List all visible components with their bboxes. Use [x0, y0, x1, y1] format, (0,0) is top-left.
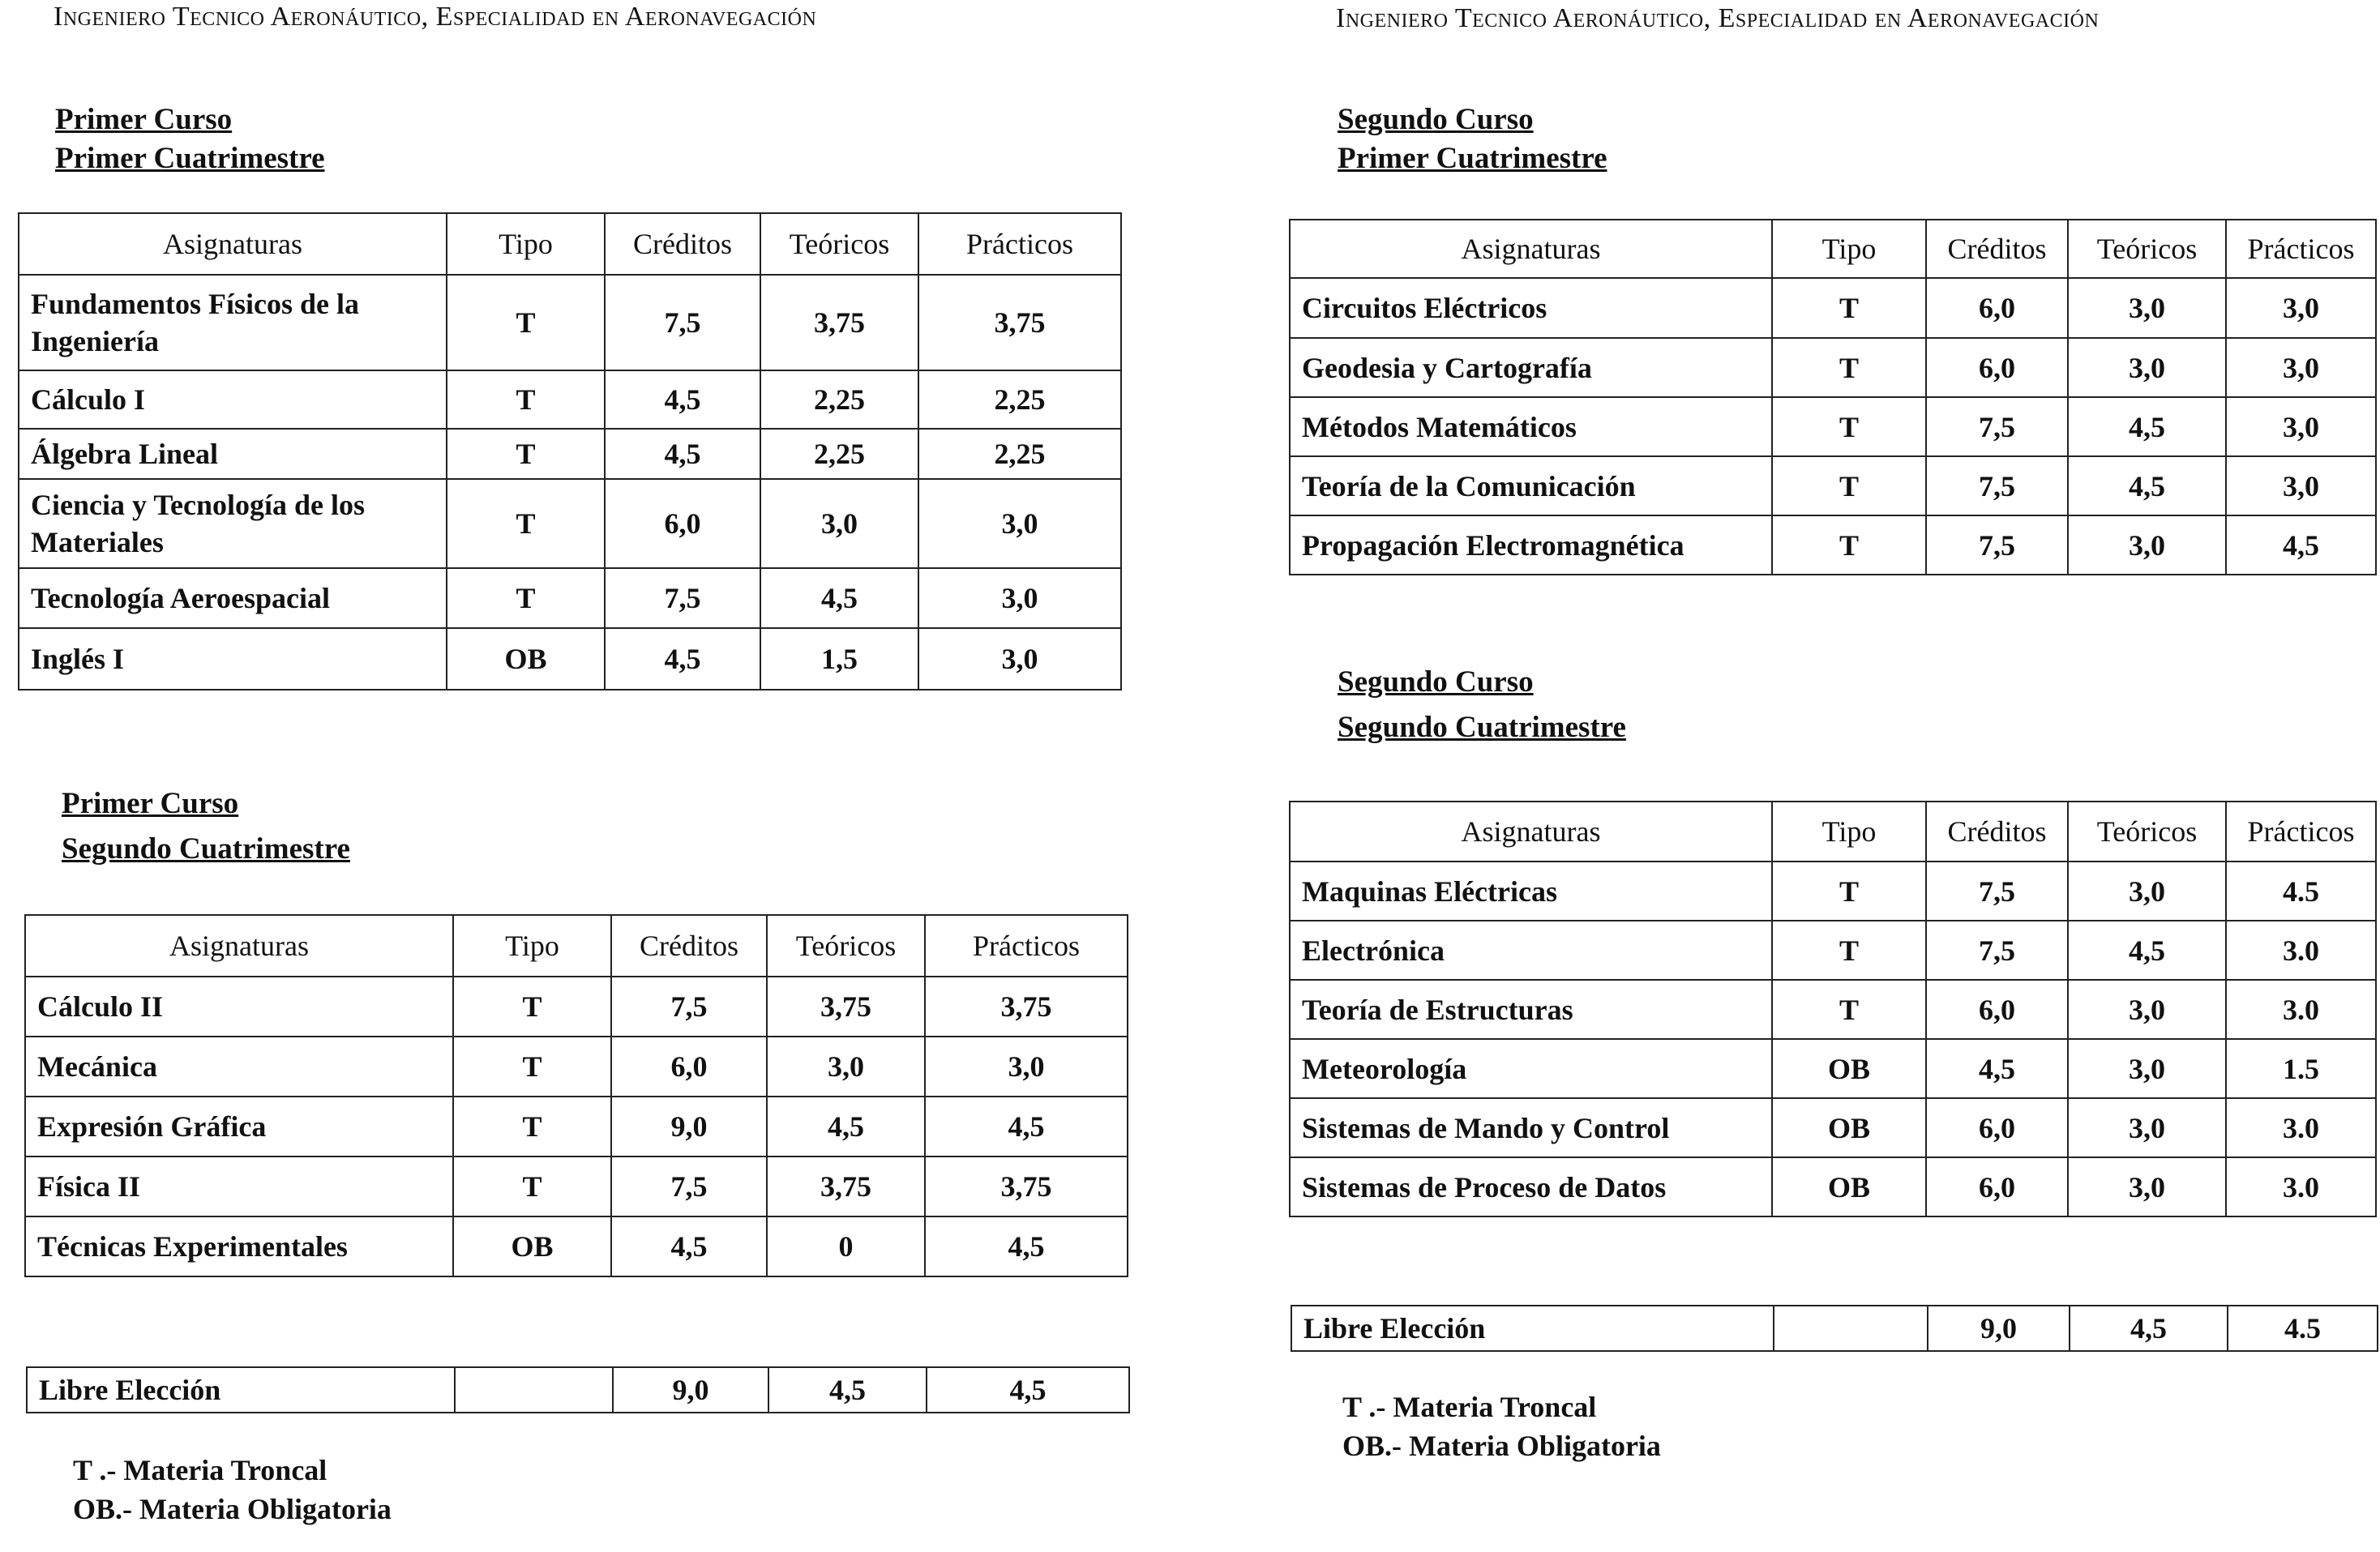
subject-credits: 7,5 — [1926, 397, 2068, 456]
subject-name: Sistemas de Proceso de Datos — [1290, 1157, 1772, 1216]
subject-name: Sistemas de Mando y Control — [1290, 1098, 1772, 1157]
term-label: Primer Cuatrimestre — [1338, 142, 1607, 175]
subject-theory: 4,5 — [760, 568, 918, 628]
subject-credits: 7,5 — [605, 275, 760, 370]
table-row — [1290, 397, 2376, 456]
subject-practice: 3.0 — [2226, 1157, 2376, 1216]
table-row — [19, 429, 1121, 479]
subject-theory: 3,75 — [760, 275, 918, 370]
subject-practice: 2,25 — [918, 370, 1121, 429]
subject-credits: 6,0 — [1926, 1157, 2068, 1216]
table-row — [1290, 862, 2376, 921]
subjects-table-3 — [1289, 219, 2377, 575]
table-row — [1290, 515, 2376, 575]
subject-type: T — [1772, 862, 1926, 921]
subject-type: T — [447, 275, 605, 370]
table-row — [25, 1216, 1128, 1276]
col-creditos: Créditos — [611, 915, 767, 977]
col-practicos: Prácticos — [2226, 220, 2376, 278]
course-label: Primer Curso — [55, 103, 233, 136]
subject-practice: 3,0 — [2226, 456, 2376, 515]
subject-name: Fundamentos Físicos de la Ingeniería — [19, 275, 447, 370]
col-asignaturas: Asignaturas — [19, 213, 447, 275]
col-teoricos: Teóricos — [760, 213, 918, 275]
subject-credits: 6,0 — [1926, 338, 2068, 397]
subject-type: T — [447, 479, 605, 568]
term-label: Segundo Cuatrimestre — [62, 832, 350, 866]
subject-theory: 4,5 — [2068, 456, 2226, 515]
table-row — [27, 1367, 1129, 1413]
section-heading-3 — [1338, 100, 1607, 178]
subject-theory: 3,0 — [2068, 1098, 2226, 1157]
subject-type: T — [453, 1157, 611, 1216]
table-row — [19, 275, 1121, 370]
subject-name: Libre Elección — [1291, 1306, 1774, 1351]
subject-theory: 3,0 — [2068, 1157, 2226, 1216]
col-tipo: Tipo — [453, 915, 611, 977]
subject-credits: 4,5 — [605, 370, 760, 429]
subject-type: T — [447, 370, 605, 429]
subject-practice: 3,75 — [925, 977, 1128, 1037]
subject-theory: 4,5 — [2068, 921, 2226, 980]
subject-credits: 6,0 — [1926, 1098, 2068, 1157]
subject-theory: 3,0 — [2068, 278, 2226, 338]
legend-right — [1342, 1387, 1661, 1465]
table-row — [25, 1097, 1128, 1157]
subject-name: Métodos Matemáticos — [1290, 397, 1772, 456]
subject-name: Expresión Gráfica — [25, 1097, 453, 1157]
col-teoricos: Teóricos — [2068, 220, 2226, 278]
subject-practice: 3,0 — [918, 479, 1121, 568]
subject-theory: 0 — [767, 1216, 925, 1276]
subject-name: Ciencia y Tecnología de los Materiales — [19, 479, 447, 568]
subject-credits: 6,0 — [605, 479, 760, 568]
subject-theory: 1,5 — [760, 628, 918, 690]
course-label: Segundo Curso — [1338, 665, 1534, 699]
subjects-table-2 — [24, 914, 1128, 1277]
subject-type: T — [453, 1097, 611, 1157]
subject-practice: 3,0 — [2226, 338, 2376, 397]
subject-name: Física II — [25, 1157, 453, 1216]
col-teoricos: Teóricos — [767, 915, 925, 977]
col-asignaturas: Asignaturas — [1290, 220, 1772, 278]
subject-credits: 7,5 — [605, 568, 760, 628]
col-tipo: Tipo — [1772, 802, 1926, 862]
course-label: Primer Curso — [62, 787, 239, 820]
col-creditos: Créditos — [605, 213, 760, 275]
subject-name: Propagación Electromagnética — [1290, 515, 1772, 575]
subject-credits: 7,5 — [1926, 515, 2068, 575]
col-tipo: Tipo — [1772, 220, 1926, 278]
term-label: Primer Cuatrimestre — [55, 142, 325, 175]
page-title-right: Ingeniero Tecnico Aeronáutico, Especialidad en Aeronavegación — [1336, 3, 2100, 33]
subject-name: Teoría de Estructuras — [1290, 980, 1772, 1039]
table-row — [1290, 278, 2376, 338]
subject-practice: 4,5 — [925, 1216, 1128, 1276]
section-heading-1 — [55, 100, 325, 178]
col-asignaturas: Asignaturas — [25, 915, 453, 977]
subject-credits: 6,0 — [1926, 278, 2068, 338]
col-creditos: Créditos — [1926, 220, 2068, 278]
subject-theory: 3,0 — [2068, 862, 2226, 921]
subject-practice: 3,75 — [925, 1157, 1128, 1216]
table-row — [19, 370, 1121, 429]
subject-type: T — [447, 568, 605, 628]
subject-credits: 7,5 — [611, 1157, 767, 1216]
subject-type: T — [1772, 515, 1926, 575]
subject-type: T — [1772, 456, 1926, 515]
subject-credits: 6,0 — [1926, 980, 2068, 1039]
subject-theory: 3,75 — [767, 1157, 925, 1216]
subject-name: Maquinas Eléctricas — [1290, 862, 1772, 921]
table-row — [1290, 1157, 2376, 1216]
table-row — [1290, 338, 2376, 397]
subject-credits: 7,5 — [1926, 456, 2068, 515]
subject-type: OB — [453, 1216, 611, 1276]
subject-credits: 6,0 — [611, 1037, 767, 1097]
subject-type: T — [453, 1037, 611, 1097]
table-row — [1290, 1098, 2376, 1157]
legend-troncal: T .- Materia Troncal — [1342, 1391, 1597, 1423]
subject-type: OB — [1772, 1098, 1926, 1157]
col-teoricos: Teóricos — [2068, 802, 2226, 862]
subject-name: Inglés I — [19, 628, 447, 690]
libre-eleccion-table-left — [26, 1366, 1130, 1413]
legend-obligatoria: OB.- Materia Obligatoria — [1342, 1430, 1661, 1462]
subject-type: T — [447, 429, 605, 479]
table-header-row — [25, 915, 1128, 977]
table-row — [19, 628, 1121, 690]
subject-credits: 7,5 — [611, 977, 767, 1037]
subjects-table-1 — [18, 212, 1122, 690]
col-practicos: Prácticos — [925, 915, 1128, 977]
subject-name: Tecnología Aeroespacial — [19, 568, 447, 628]
subject-theory: 3,0 — [2068, 515, 2226, 575]
course-label: Segundo Curso — [1338, 103, 1534, 136]
subject-theory: 3,75 — [767, 977, 925, 1037]
subject-name: Geodesia y Cartografía — [1290, 338, 1772, 397]
legend-obligatoria: OB.- Materia Obligatoria — [73, 1493, 392, 1525]
subject-practice: 4.5 — [2228, 1306, 2378, 1351]
table-row — [1290, 456, 2376, 515]
subject-theory: 3,0 — [760, 479, 918, 568]
subject-type: T — [1772, 980, 1926, 1039]
subject-type: T — [1772, 397, 1926, 456]
table-row — [25, 1037, 1128, 1097]
subject-name: Cálculo I — [19, 370, 447, 429]
subject-practice: 3.0 — [2226, 980, 2376, 1039]
table-row — [19, 479, 1121, 568]
subject-type — [455, 1367, 613, 1413]
subject-practice: 3,0 — [918, 568, 1121, 628]
subject-theory: 4,5 — [2068, 397, 2226, 456]
subject-theory: 3,0 — [767, 1037, 925, 1097]
subject-type: OB — [1772, 1039, 1926, 1098]
col-asignaturas: Asignaturas — [1290, 802, 1772, 862]
subject-practice: 3,0 — [2226, 278, 2376, 338]
subject-credits: 4,5 — [605, 628, 760, 690]
subject-theory: 4,5 — [767, 1097, 925, 1157]
subject-name: Electrónica — [1290, 921, 1772, 980]
subject-name: Teoría de la Comunicación — [1290, 456, 1772, 515]
subject-credits: 9,0 — [611, 1097, 767, 1157]
term-label: Segundo Cuatrimestre — [1338, 711, 1626, 744]
table-row — [1290, 1039, 2376, 1098]
subject-practice: 3,0 — [918, 628, 1121, 690]
subject-type: T — [1772, 278, 1926, 338]
table-row — [1290, 921, 2376, 980]
subject-practice: 4,5 — [927, 1367, 1129, 1413]
subject-name: Cálculo II — [25, 977, 453, 1037]
subject-theory: 4,5 — [2070, 1306, 2228, 1351]
subject-type: T — [1772, 921, 1926, 980]
col-creditos: Créditos — [1926, 802, 2068, 862]
subject-name: Libre Elección — [27, 1367, 455, 1413]
subject-name: Técnicas Experimentales — [25, 1216, 453, 1276]
table-row — [19, 568, 1121, 628]
subject-practice: 2,25 — [918, 429, 1121, 479]
subject-practice: 4.5 — [2226, 862, 2376, 921]
subject-theory: 4,5 — [768, 1367, 927, 1413]
subject-credits: 7,5 — [1926, 921, 2068, 980]
subject-practice: 3,0 — [925, 1037, 1128, 1097]
col-practicos: Prácticos — [918, 213, 1121, 275]
table-header-row — [1290, 220, 2376, 278]
subject-theory: 2,25 — [760, 370, 918, 429]
subject-credits: 9,0 — [613, 1367, 768, 1413]
subject-name: Mecánica — [25, 1037, 453, 1097]
subject-credits: 4,5 — [605, 429, 760, 479]
subject-credits: 4,5 — [1926, 1039, 2068, 1098]
subject-credits: 4,5 — [611, 1216, 767, 1276]
subject-credits: 9,0 — [1928, 1306, 2070, 1351]
subject-practice: 3.0 — [2226, 921, 2376, 980]
libre-eleccion-table-right — [1291, 1305, 2378, 1352]
legend-troncal: T .- Materia Troncal — [73, 1454, 327, 1486]
col-practicos: Prácticos — [2226, 802, 2376, 862]
subject-name: Álgebra Lineal — [19, 429, 447, 479]
table-header-row — [19, 213, 1121, 275]
subject-credits: 7,5 — [1926, 862, 2068, 921]
subjects-table-4 — [1289, 801, 2377, 1217]
subject-practice: 1.5 — [2226, 1039, 2376, 1098]
table-header-row — [1290, 802, 2376, 862]
table-row — [25, 977, 1128, 1037]
table-row — [25, 1157, 1128, 1216]
subject-practice: 3,75 — [918, 275, 1121, 370]
table-row — [1291, 1306, 2378, 1351]
subject-practice: 4,5 — [2226, 515, 2376, 575]
page-title-left: Ingeniero Tecnico Aeronáutico, Especialidad en Aeronavegación — [54, 2, 817, 32]
col-tipo: Tipo — [447, 213, 605, 275]
subject-type — [1774, 1306, 1928, 1351]
legend-left — [73, 1451, 392, 1528]
subject-theory: 3,0 — [2068, 980, 2226, 1039]
subject-practice: 4,5 — [925, 1097, 1128, 1157]
subject-type: OB — [1772, 1157, 1926, 1216]
subject-practice: 3.0 — [2226, 1098, 2376, 1157]
subject-type: OB — [447, 628, 605, 690]
subject-practice: 3,0 — [2226, 397, 2376, 456]
table-row — [1290, 980, 2376, 1039]
subject-theory: 3,0 — [2068, 338, 2226, 397]
subject-type: T — [1772, 338, 1926, 397]
subject-name: Circuitos Eléctricos — [1290, 278, 1772, 338]
section-heading-4 — [1338, 660, 1626, 750]
subject-name: Meteorología — [1290, 1039, 1772, 1098]
subject-theory: 2,25 — [760, 429, 918, 479]
subject-theory: 3,0 — [2068, 1039, 2226, 1098]
subject-type: T — [453, 977, 611, 1037]
section-heading-2 — [62, 781, 350, 872]
